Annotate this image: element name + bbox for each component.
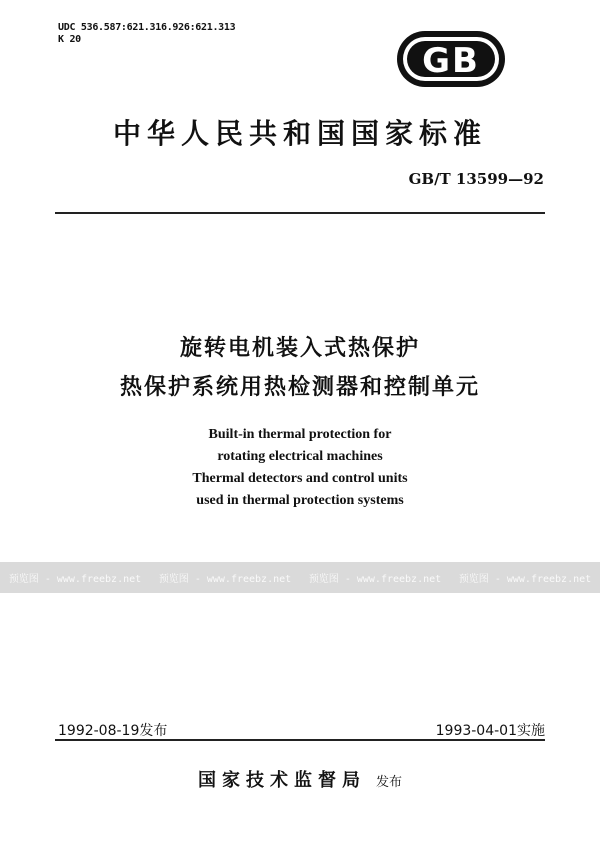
title-en-line: rotating electrical machines	[217, 449, 383, 464]
watermark-text: 预览图 - www.freebz.net	[8, 574, 142, 585]
title-en-line: Thermal detectors and control units	[192, 471, 408, 486]
issuer-action: 发布	[375, 775, 402, 790]
title-en-line: used in thermal protection systems	[196, 493, 404, 508]
issuer-name: 国家技术监督局	[197, 770, 366, 791]
title-cn-line2: 热保护系统用热检测器和控制单元	[119, 375, 480, 400]
watermark-text: 预览图 - www.freebz.net	[458, 574, 592, 585]
gb-logo	[396, 30, 506, 88]
title-en-line: Built-in thermal protection for	[208, 427, 392, 442]
watermark-text: 预览图 - www.freebz.net	[158, 574, 292, 585]
title-cn-line1: 旋转电机装入式热保护	[179, 336, 420, 361]
class-code: K 20	[58, 34, 81, 45]
national-standard-heading: 中华人民共和国国家标准	[112, 117, 487, 150]
issuer-line	[0, 766, 600, 792]
udc-classification	[58, 22, 235, 46]
effective-date: 1993-04-01实施	[435, 723, 545, 739]
watermark-text: 预览图 - www.freebz.net	[308, 574, 442, 585]
bottom-divider	[55, 739, 545, 741]
issue-date: 1992-08-19发布	[58, 723, 168, 739]
standard-number: GB/T 13599—92	[408, 170, 544, 188]
udc-line: UDC 536.587:621.316.926:621.313	[58, 22, 236, 33]
preview-watermark-band	[0, 562, 600, 593]
top-divider	[55, 212, 545, 214]
gb-logo-text: GB	[422, 41, 480, 81]
title-en	[0, 424, 600, 512]
